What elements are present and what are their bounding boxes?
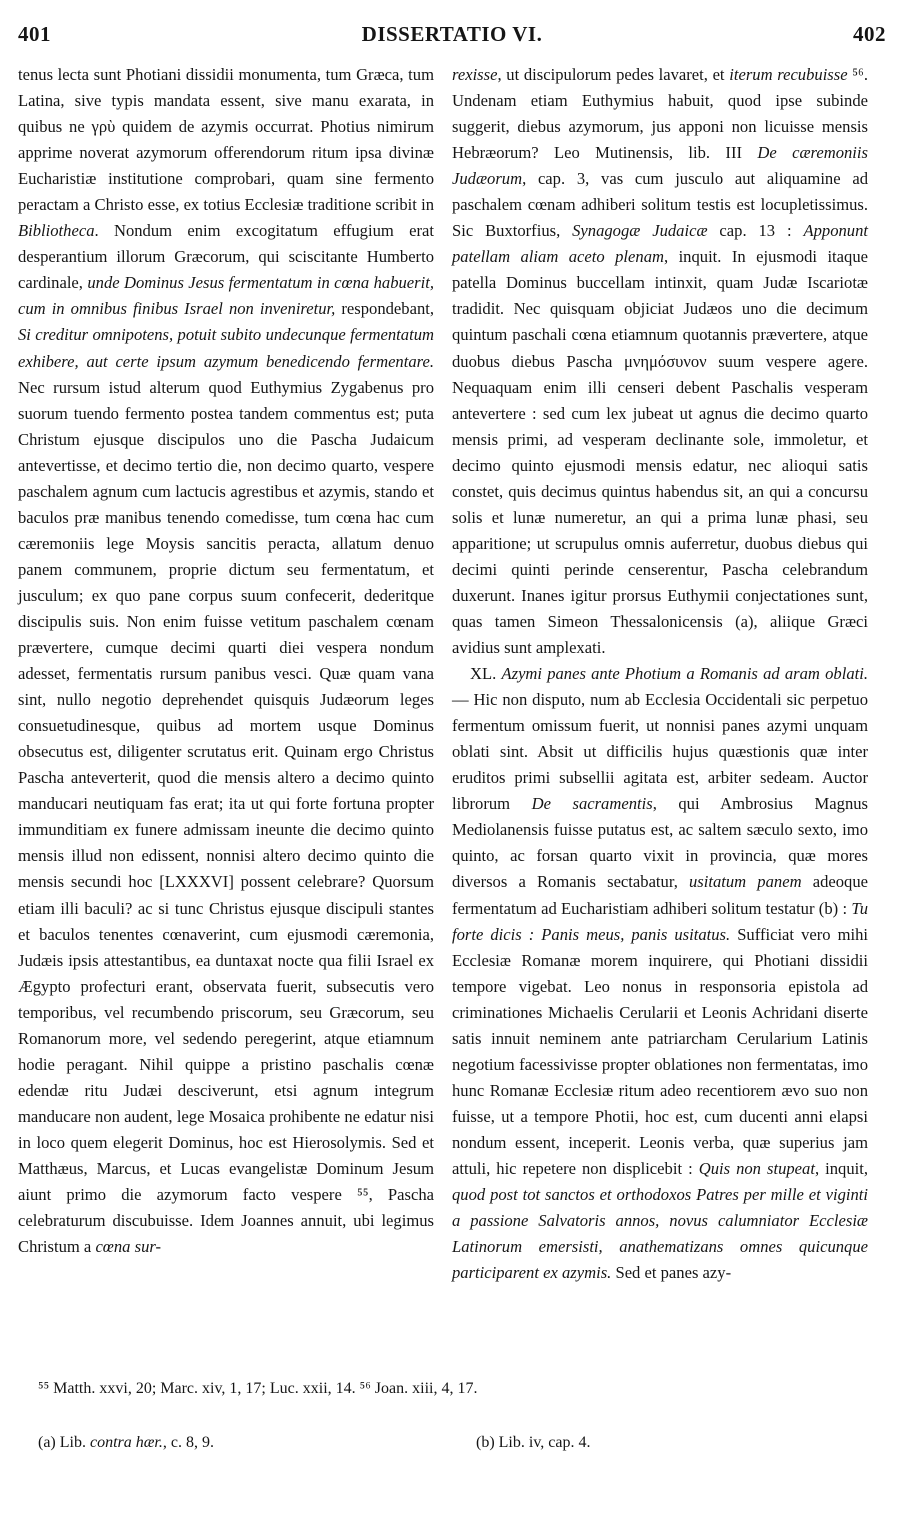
text-run: Si creditur omnipotens, potuit subito undecunque fermentatum exhibere, aut certe ipsum azymum benedicendo fermentare.: [18, 325, 434, 371]
note-b: (b) Lib. iv, cap. 4.: [476, 1434, 591, 1451]
text-run: Sufficiat vero mihi Ecclesiæ Romanæ morem inquirere, qui Photiani dissidii tempore vigebat. Leo nonus in responsoria epistola ad criminationes Michaelis Cerularii et Leonis Achridani diserte satis innuit neminem ante patriarcham Cerularium Latinis negotium facessivisse propter oblationes non fermentatas, imo hunc Romanæ Ecclesiæ ritum adeo recentiorem ævo suo non fuisse, ut a tempore Photii, hoc est, cum ducenti anni elapsi nondum essent, inceperit. Leonis verba, quæ superius jam attuli, hic repetere non displicebit :: [452, 924, 869, 1178]
right-paragraph-1: [452, 62, 868, 661]
right-paragraph-2: [452, 661, 868, 1286]
text-run: , cap. 3, vas cum jusculo aut aliquamine ad paschalem cœnam adhiberi solitum testis est locupletissimus. Sic Buxtorfius,: [452, 169, 868, 241]
text-run: , inquit,: [814, 1158, 868, 1178]
text-run: . Nondum enim excogitatum effugium erat desperantium illorum Græcorum, qui sciscitante Humberto cardinale,: [18, 221, 434, 293]
text-run: rexisse: [452, 65, 498, 84]
right-column: [452, 62, 868, 1286]
text-run: unde Dominus Jesus fermentatum in cœna habuerit, cum in omnibus finibus Israel non inveniretur,: [18, 273, 434, 319]
text-run: De sacramentis: [531, 794, 653, 814]
note-a-title: contra hær.: [89, 1434, 163, 1451]
page-number-right: 402: [853, 22, 886, 46]
text-run: De cæremoniis Judæorum: [452, 143, 868, 189]
bottom-notes: [38, 1434, 884, 1458]
text-run: — Hic non disputo, num ab Ecclesia Occidentali sic perpetuo fermentum omissum fuerit, ut nonnisi panes azymi unquam oblati sint. Absit ut difficilis hujus quæstionis quæ inter eruditos primi subsellii agitata est, arbiter sedeam. Auctor librorum: [452, 690, 868, 814]
text-run: adeoque fermentatum ad Eucharistiam adhiberi solitum testatur (b) :: [452, 872, 868, 918]
text-run: Apponunt patellam aliam aceto plenam: [452, 221, 868, 267]
text-run: Quis non stupeat: [698, 1158, 815, 1178]
text-run: Sed et panes azy-: [611, 1263, 732, 1283]
text-run: Nec rursum istud alterum quod Euthymius Zygabenus pro suorum tuendo fermento postea tandem commentus est; puta Christum ejusque discipulos uno die Pascha Judaicum antevertisse, et decimo tertio die, non decimo quarto, vespere paschalem agnum cum lactucis agrestibus et azymis, stando et baculos præ manibus tenendo comedisse, tum cœna hac cum cæremoniis lege Moysis sancitis peracta, allatum denuo panem communem, proprie dictum seu fermentatum, et jusculum; ex quo pane corpus suum confecerit, dederitque discipulis suis. Non enim fuisse vetitum paschalem cœnam prævertere, cumque decimi quarti diei vespera nondum adesset, fermentatis rursum panibus vesci. Quæ quam vana sint, nullo negotio deprehendet quisquis Judæorum leges consuetudinesque, quibus ad mortem usque Dominus obsecutus est, diligenter scrutatus erit. Quinam ergo Christus Pascha anteverterit, quod die mensis altero a decimo quinto manducari neutiquam fas erat; ita ut qui forte fortuna propter immunditiam ex funere admissam ineunte die decimo quinto mensis illud non edissent, nonnisi altero decimo quinto die mensis secundi hoc [LXXXVI] possent celebrare? Quorsum etiam illi baculi? ac si tunc Christus ejusque discipuli stantes et baculos tenentes cœnaverint, cum ejusmodi cæremonia, Judæis ipsis attestantibus, ea duntaxat nocte qua filii Israel ex Ægypto profecturi erant, observata fuerit, subsecutis vero temporibus, vel recumbendo priscorum, seu Græcorum, seu Romanorum more, vel sedendo peregerint, atque etiamnum hodie peragant. Nihil quippe a pristino paschalis cœnæ edendæ ritu Judæi desciverunt, etsi agnum integrum manducare non audent, lege Mosaica prohibente ne edatur nisi in loco quem elegerit Dominus, hoc est Hierosolymis. Sed et Matthæus, Marcus, et Lucas evangelistæ Dominum Jesum aiunt primo die azymorum facto vespere ⁵⁵, Pascha celebraturum discubuisse. Idem Joannes annuit, ubi legimus Christum a: [18, 377, 434, 1257]
text-run: , qui Ambrosius Magnus Mediolanensis fuisse putatus est, ac saltem sæculo sexto, imo quinto, ac forsan quarto vixit in provincia, quæ mores diversos a Romanis sectabatur,: [452, 794, 869, 892]
text-run: , inquit. In ejusmodi itaque patella Dominus buccellam intinxit, quam Judæ Iscariotæ tradidit. Nec quisquam objiciat Judæos uno die decimum quintum paschali cœna etiamnum quotannis prævertere, atque duobus diebus Pascha μνημόσυνον suum vespere agere. Nequaquam enim illi censeri debent Paschalis vesperam antevertere : sed cum lex jubeat ut agnus die decimo quarto mensis primi, ad vesperam declinante sole, immoletur, et decimo quinto ejusmodi mensis edatur, nec alioqui satis constet, quis decimus quintus habendus sit, an qui a concursu solis et lunæ numeretur, an qui a prima lunæ phasi, seu apparitione; ut scrupulus omnis auferretur, duobus diebus qui decimi quinti perinde censerentur, Pascha celebrandum duxerunt. Inanes igitur prorsus Euthymii conjectationes sunt, quas tamen Simeon Thessalonicensis (a), aliique Græci avidius sunt amplexati.: [452, 247, 868, 658]
text-run: usitatum panem: [689, 872, 802, 892]
note-a-mark: (a) Lib.: [38, 1434, 90, 1451]
text-run: Bibliotheca: [18, 221, 95, 241]
text-run: ⁵⁶. Undenam etiam Euthymius habuit, quod ipse subinde suggerit, diebus azymorum, jus apponi non licuisse mensis Hebræorum? Leo Mutinensis, lib. III: [452, 65, 868, 163]
text-run: respondebant,: [335, 299, 434, 319]
running-title: DISSERTATIO VI.: [361, 22, 543, 46]
note-a: [38, 1434, 214, 1452]
text-run: iterum recubuisse: [729, 65, 848, 84]
left-paragraph: [18, 62, 434, 1260]
text-run: Tu forte dicis : Panis meus, panis usitatus.: [452, 898, 868, 944]
scripture-footnotes: ⁵⁵ Matth. xxvi, 20; Marc. xiv, 1, 17; Luc. xxii, 14. ⁵⁶ Joan. xiii, 4, 17.: [38, 1380, 478, 1397]
text-run: , ut discipulorum pedes lavaret, et: [497, 65, 730, 84]
text-run: cap. 13 :: [707, 221, 804, 241]
note-a-tail: , c. 8, 9.: [162, 1434, 214, 1451]
text-run: cœna sur-: [95, 1237, 162, 1257]
left-column: [18, 62, 434, 1260]
page-header: [18, 22, 886, 50]
text-run: tenus lecta sunt Photiani dissidii monumenta, tum Græca, tum Latina, sive typis mandata essent, sive manu exarata, in quibus ne γρὺ quidem de azymis occurrat. Photius nimirum apprime noverat azymorum offerendorum ritum ipsa divinæ Eucharistiæ institutione comprobari, quam sine fermento peractam a Christo esse, ex totius Ecclesiæ traditione scribit in: [18, 65, 434, 215]
page-number-left: 401: [18, 22, 51, 46]
text-run: Synagogæ Judaicæ: [572, 221, 708, 241]
section-number: XL.: [470, 664, 502, 684]
section-title: Azymi panes ante Photium a Romanis ad aram oblati.: [501, 664, 868, 684]
text-run: quod post tot sanctos et orthodoxos Patres per mille et viginti a passione Salvatoris annos, novus calumniator Ecclesiæ Latinorum emersisti, anathematizans omnes quicunque participarent ex azymis.: [452, 1185, 868, 1283]
